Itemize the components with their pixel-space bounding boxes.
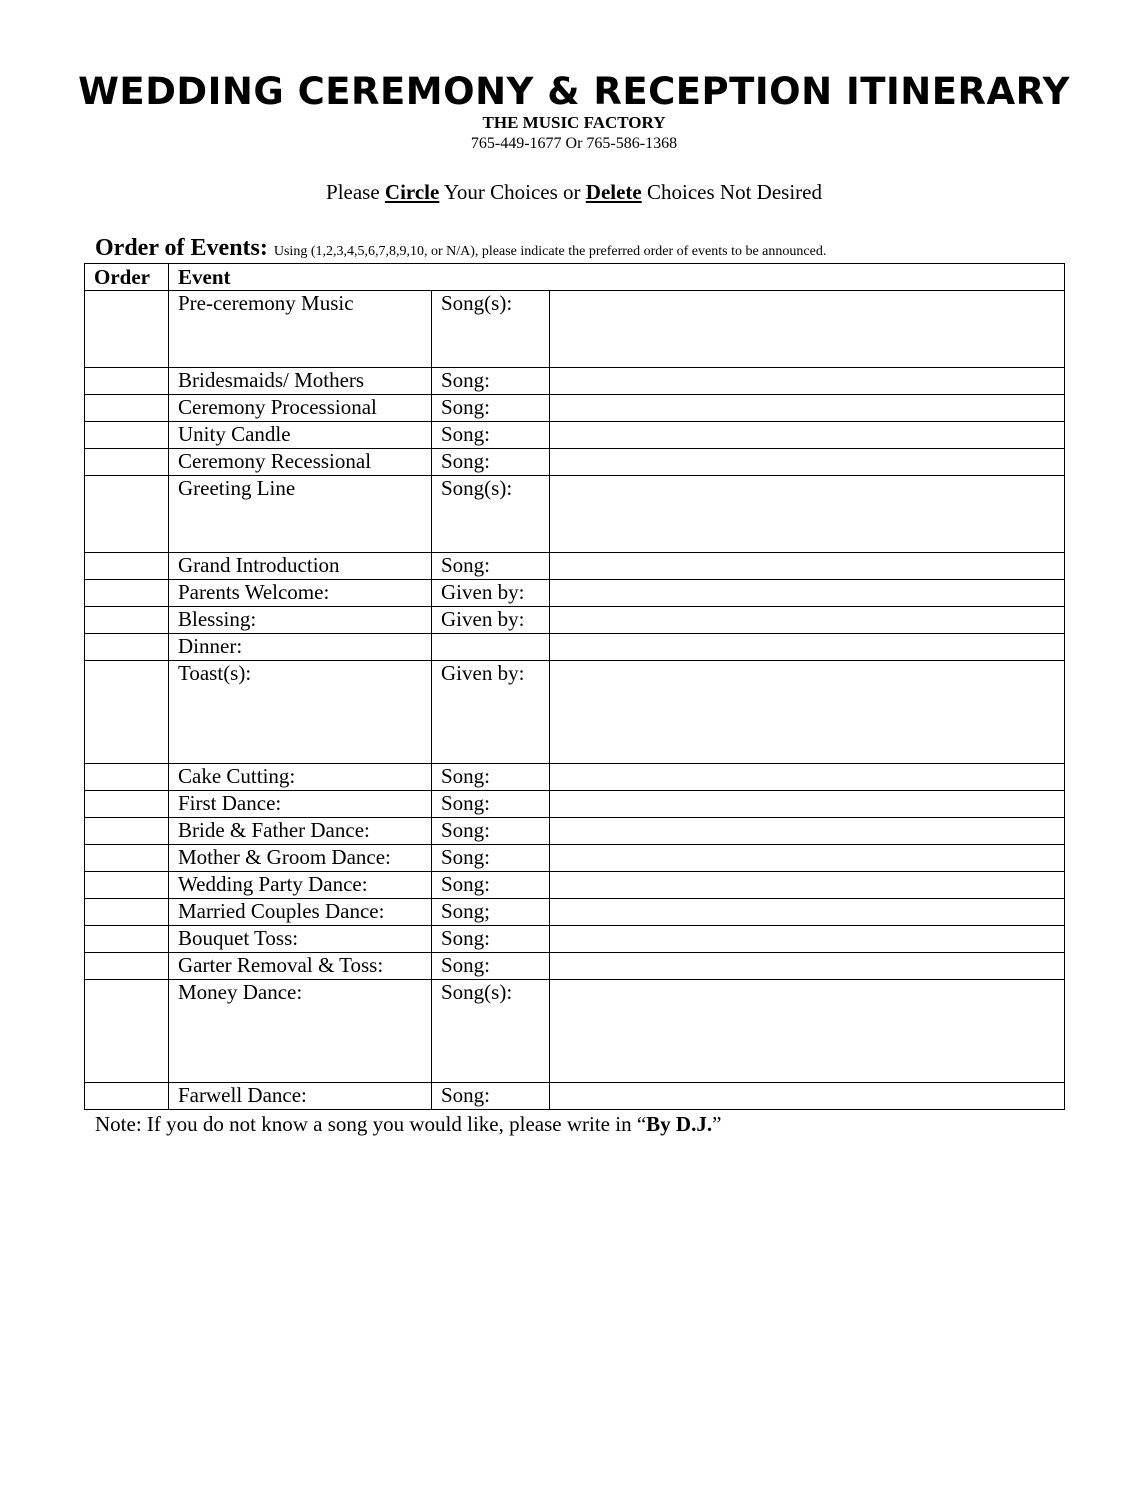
order-cell[interactable]	[85, 661, 169, 764]
entry-cell[interactable]	[550, 553, 1065, 580]
table-row	[85, 818, 1065, 845]
event-cell: Bridesmaids/ Mothers	[169, 368, 432, 395]
entry-cell[interactable]	[550, 422, 1065, 449]
event-cell: Wedding Party Dance:	[169, 872, 432, 899]
label-cell: Song:	[432, 926, 550, 953]
order-cell[interactable]	[85, 476, 169, 553]
table-row	[85, 553, 1065, 580]
events-table	[84, 263, 1065, 1110]
table-row	[85, 580, 1065, 607]
table-row	[85, 980, 1065, 1083]
entry-cell[interactable]	[550, 845, 1065, 872]
order-of-events-heading	[95, 235, 826, 262]
label-cell: Given by:	[432, 580, 550, 607]
label-cell: Given by:	[432, 661, 550, 764]
event-cell: Married Couples Dance:	[169, 899, 432, 926]
entry-cell[interactable]	[550, 634, 1065, 661]
order-cell[interactable]	[85, 953, 169, 980]
label-cell: Song:	[432, 422, 550, 449]
label-cell: Song(s):	[432, 980, 550, 1083]
event-cell: First Dance:	[169, 791, 432, 818]
event-cell: Ceremony Processional	[169, 395, 432, 422]
label-cell: Song:	[432, 818, 550, 845]
entry-cell[interactable]	[550, 926, 1065, 953]
event-cell: Pre-ceremony Music	[169, 291, 432, 368]
instruction-part1: Please	[326, 180, 385, 204]
order-cell[interactable]	[85, 422, 169, 449]
event-cell: Blessing:	[169, 607, 432, 634]
instruction-line	[0, 180, 1148, 205]
event-cell: Grand Introduction	[169, 553, 432, 580]
order-cell[interactable]	[85, 791, 169, 818]
entry-cell[interactable]	[550, 291, 1065, 368]
label-cell: Song:	[432, 845, 550, 872]
label-cell: Song:	[432, 395, 550, 422]
order-heading-subtext: Using (1,2,3,4,5,6,7,8,9,10, or N/A), please indicate the preferred order of events to be announced.	[273, 244, 827, 259]
event-cell: Bouquet Toss:	[169, 926, 432, 953]
phone-numbers: 765-449-1677 Or 765-586-1368	[470, 135, 678, 152]
table-row	[85, 661, 1065, 764]
event-cell: Greeting Line	[169, 476, 432, 553]
table-row	[85, 449, 1065, 476]
entry-cell[interactable]	[550, 953, 1065, 980]
order-cell[interactable]	[85, 899, 169, 926]
order-cell[interactable]	[85, 553, 169, 580]
entry-cell[interactable]	[550, 980, 1065, 1083]
event-cell: Toast(s):	[169, 661, 432, 764]
label-cell: Song;	[432, 899, 550, 926]
table-row	[85, 926, 1065, 953]
order-cell[interactable]	[85, 580, 169, 607]
instruction-part2: Your Choices or	[439, 180, 586, 204]
order-cell[interactable]	[85, 818, 169, 845]
label-cell: Song:	[432, 449, 550, 476]
company-name: THE MUSIC FACTORY	[482, 113, 666, 132]
instruction-part3: Choices Not Desired	[641, 180, 822, 204]
note-by-dj: By D.J.	[646, 1112, 713, 1136]
table-row	[85, 791, 1065, 818]
table-row	[85, 422, 1065, 449]
entry-cell[interactable]	[550, 580, 1065, 607]
table-row	[85, 476, 1065, 553]
table-row	[85, 872, 1065, 899]
entry-cell[interactable]	[550, 818, 1065, 845]
order-cell[interactable]	[85, 395, 169, 422]
entry-cell[interactable]	[550, 764, 1065, 791]
entry-cell[interactable]	[550, 661, 1065, 764]
table-row	[85, 1083, 1065, 1110]
order-cell[interactable]	[85, 607, 169, 634]
entry-cell[interactable]	[550, 899, 1065, 926]
order-cell[interactable]	[85, 1083, 169, 1110]
label-cell: Song:	[432, 872, 550, 899]
event-cell: Mother & Groom Dance:	[169, 845, 432, 872]
order-cell[interactable]	[85, 980, 169, 1083]
event-cell: Money Dance:	[169, 980, 432, 1083]
event-cell: Bride & Father Dance:	[169, 818, 432, 845]
order-cell[interactable]	[85, 634, 169, 661]
event-cell: Parents Welcome:	[169, 580, 432, 607]
label-cell: Song:	[432, 368, 550, 395]
entry-cell[interactable]	[550, 791, 1065, 818]
header-order: Order	[85, 264, 169, 291]
table-row	[85, 395, 1065, 422]
order-cell[interactable]	[85, 845, 169, 872]
order-cell[interactable]	[85, 926, 169, 953]
entry-cell[interactable]	[550, 1083, 1065, 1110]
table-row	[85, 899, 1065, 926]
footer-note	[95, 1112, 721, 1137]
table-row	[85, 634, 1065, 661]
instruction-circle: Circle	[384, 180, 440, 204]
label-cell	[432, 634, 550, 661]
table-header-row	[85, 264, 1065, 291]
event-cell: Farwell Dance:	[169, 1083, 432, 1110]
label-cell: Song:	[432, 553, 550, 580]
entry-cell[interactable]	[550, 449, 1065, 476]
label-cell: Song:	[432, 791, 550, 818]
order-cell[interactable]	[85, 449, 169, 476]
event-cell: Ceremony Recessional	[169, 449, 432, 476]
entry-cell[interactable]	[550, 607, 1065, 634]
table-row	[85, 953, 1065, 980]
header-event: Event	[169, 264, 1065, 291]
order-cell[interactable]	[85, 368, 169, 395]
entry-cell[interactable]	[550, 872, 1065, 899]
label-cell: Given by:	[432, 607, 550, 634]
entry-cell[interactable]	[550, 368, 1065, 395]
event-cell: Garter Removal & Toss:	[169, 953, 432, 980]
event-cell: Unity Candle	[169, 422, 432, 449]
table-row	[85, 764, 1065, 791]
label-cell: Song(s):	[432, 291, 550, 368]
order-cell[interactable]	[85, 291, 169, 368]
order-cell[interactable]	[85, 764, 169, 791]
entry-cell[interactable]	[550, 476, 1065, 553]
order-heading-label: Order of Events:	[95, 235, 268, 261]
entry-cell[interactable]	[550, 395, 1065, 422]
label-cell: Song:	[432, 764, 550, 791]
label-cell: Song:	[432, 953, 550, 980]
table-row	[85, 368, 1065, 395]
table-row	[85, 845, 1065, 872]
document-title: WEDDING CEREMONY & RECEPTION ITINERARY	[78, 70, 1070, 113]
note-text: Note: If you do not know a song you would like, please write in “	[95, 1112, 647, 1136]
table-row	[85, 291, 1065, 368]
note-end-quote: ”	[712, 1112, 722, 1136]
event-cell: Dinner:	[169, 634, 432, 661]
label-cell: Song:	[432, 1083, 550, 1110]
order-cell[interactable]	[85, 872, 169, 899]
instruction-delete: Delete	[585, 180, 642, 204]
table-row	[85, 607, 1065, 634]
event-cell: Cake Cutting:	[169, 764, 432, 791]
label-cell: Song(s):	[432, 476, 550, 553]
